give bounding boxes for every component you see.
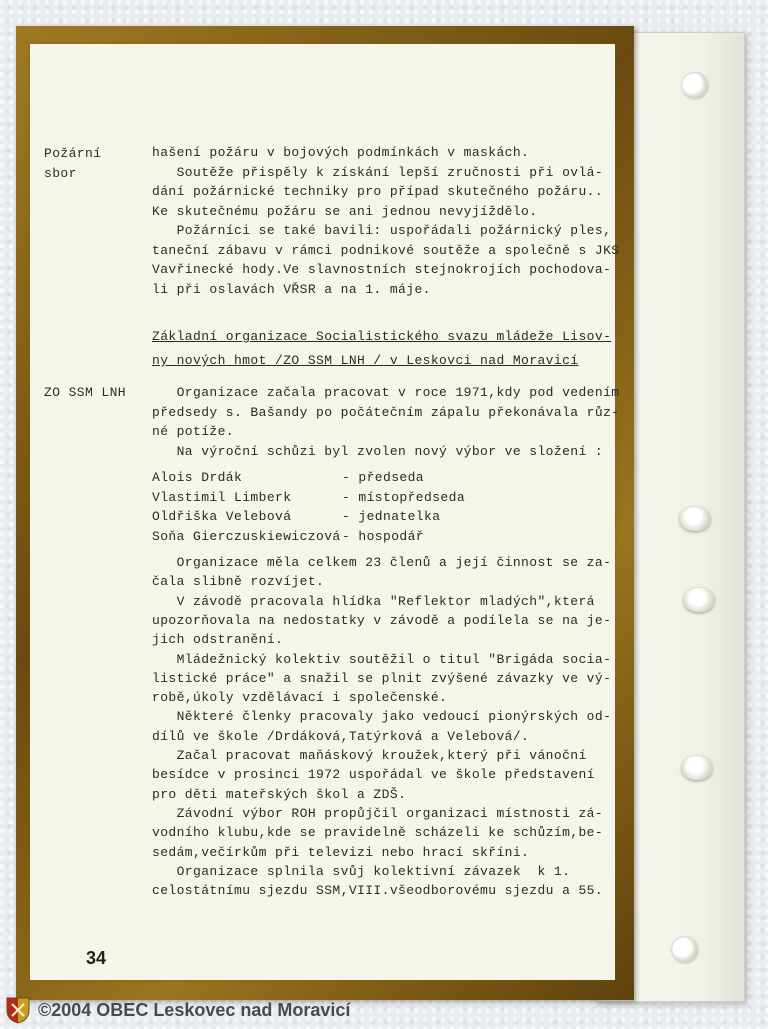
punch-hole: [682, 73, 708, 99]
text-line: né potíže.: [152, 424, 235, 439]
text-line: Některé členky pracovaly jako vedoucí pionýrských od-: [152, 709, 612, 725]
member-name: Alois Drdák: [152, 470, 243, 485]
margin-label: ZO SSM LNH: [44, 385, 127, 400]
text-line: sedám,večírkům při televizi nebo hrací skříni.: [152, 844, 530, 860]
text-line: jich odstranění.: [152, 632, 284, 648]
binder-rivet: [682, 756, 712, 780]
text-line: V závodě pracovala hlídka "Reflektor mladých",která: [152, 593, 595, 609]
text-line: dílů ve škole /Drdáková,Tatýrková a Velebová/.: [152, 728, 530, 744]
text-line: vodního klubu,kde se pravidelně scházeli ke schůzím,be-: [152, 825, 604, 841]
document-page: [30, 44, 620, 980]
text-line: dání požárnické techniky pro případ skutečného požáru..: [152, 184, 604, 199]
text-line: Začal pracovat maňáskový kroužek,který při vánoční: [152, 748, 587, 763]
member-role: - hospodář: [342, 528, 425, 544]
text-line: Ke skutečnému požáru se ani jednou nevyjíždělo.: [152, 203, 538, 219]
text-line: besídce v prosinci 1972 uspořádal ve škole představení: [152, 767, 595, 783]
member-role: - jednatelka: [342, 509, 441, 524]
punch-hole: [672, 937, 698, 963]
text-line: Organizace měla celkem 23 členů a její činnost se za-: [152, 555, 612, 570]
member-name: Vlastimil Limberk: [152, 489, 292, 505]
coat-of-arms-icon: [4, 996, 32, 1024]
text-line: Mládežnický kolektiv soutěžil o titul "Brigáda socia-: [152, 651, 612, 667]
binder-rivet: [680, 507, 710, 531]
member-role: - předseda: [342, 470, 425, 485]
member-name: Soňa Gierczuskiewiczová: [152, 528, 341, 544]
text-line: Organizace začala pracovat v roce 1971,kdy pod vedením: [152, 385, 620, 400]
binder-rivet: [684, 588, 714, 612]
text-line: taneční zábavu v rámci podnikové soutěže a společně s JKS: [152, 242, 620, 258]
text-line: listické práce" a snažil se plnit zvýšené závazky ve vý-: [152, 670, 612, 686]
text-line: upozorňovala na nedostatky v závodě a podílela se na je-: [152, 612, 612, 628]
text-line: Organizace splnila svůj kolektivní závazek k 1.: [152, 863, 571, 879]
text-line: li při oslavách VŘSR a na 1. máje.: [152, 281, 431, 297]
copyright-bar: [0, 996, 768, 1024]
section-heading: Základní organizace Socialistického svazu mládeže Lisov-: [152, 329, 612, 344]
text-line: pro děti mateřských škol a ZDŠ.: [152, 786, 407, 802]
text-line: hašení požáru v bojových podmínkách v maskách.: [152, 145, 530, 160]
text-line: předsedy s. Bašandy po počátečním zápalu překonávala růz-: [152, 404, 620, 420]
member-name: Oldřiška Velebová: [152, 509, 292, 524]
member-role: - místopředseda: [342, 489, 466, 505]
copyright-text: ©2004 OBEC Leskovec nad Moravicí: [38, 999, 351, 1020]
section-heading: ny nových hmot /ZO SSM LNH / v Leskovci nad Moravicí: [152, 353, 579, 368]
text-line: Soutěže přispěly k získání lepší zručnosti při ovlá-: [152, 164, 604, 180]
text-line: celostátnímu sjezdu SSM,VIII.všeodborovému sjezdu a 55.: [152, 883, 604, 899]
margin-label: Požární: [44, 146, 102, 161]
text-line: Závodní výbor ROH propůjčil organizaci místnosti zá-: [152, 805, 604, 821]
text-line: Vavřinecké hody.Ve slavnostních stejnokrojích pochodova-: [152, 262, 612, 277]
text-line: robě,úkoly vzdělávací i společenské.: [152, 690, 448, 706]
margin-label: sbor: [44, 166, 77, 181]
text-line: čala slibně rozvíjet.: [152, 574, 325, 590]
text-line: Na výroční schůzi byl zvolen nový výbor ve složení :: [152, 443, 604, 459]
page-number: 34: [86, 948, 107, 968]
text-line: Požárníci se také bavili: uspořádali požárnický ples,: [152, 223, 612, 238]
